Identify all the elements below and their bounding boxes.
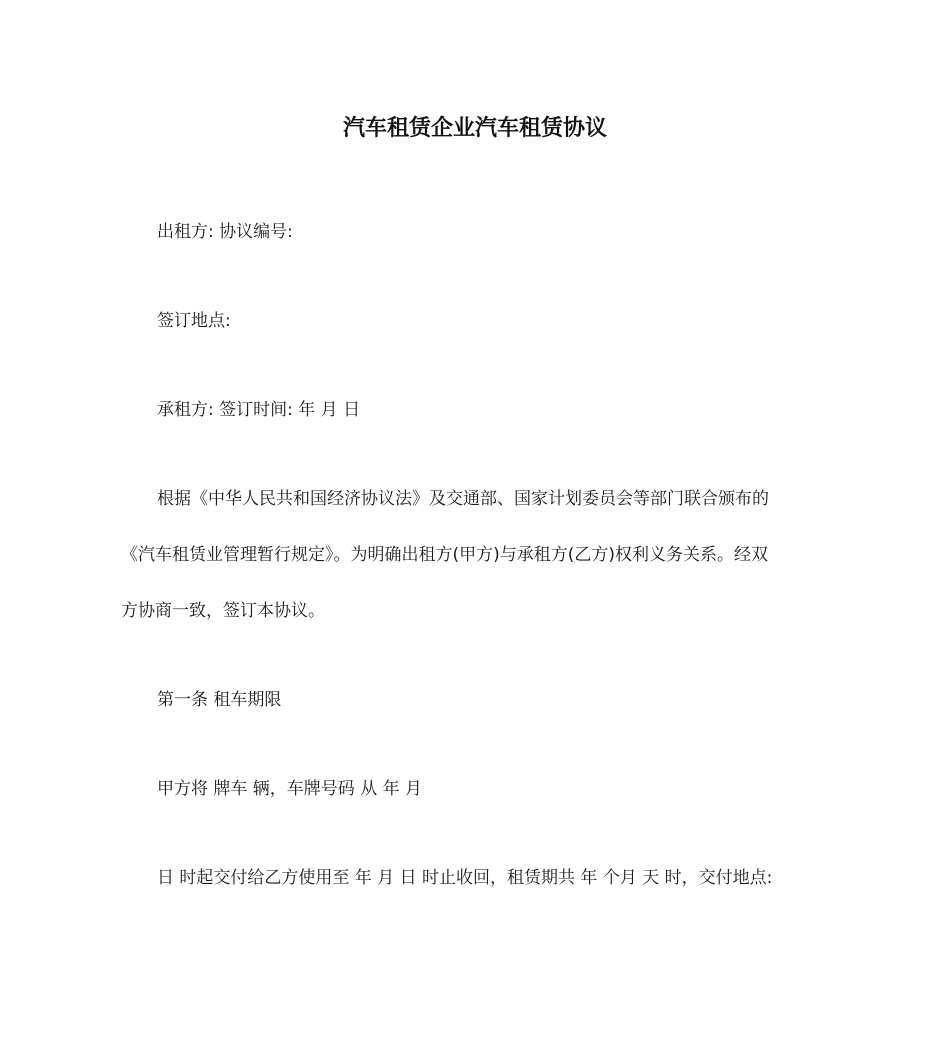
rental-period-line: 日 时起交付给乙方使用至 年 月 日 时止收回，租赁期共 年 个月 天 时，交付地点: xyxy=(157,868,773,888)
article-1-heading: 第一条 租车期限 xyxy=(157,690,282,710)
intro-line-3: 方协商一致，签订本协议。 xyxy=(121,601,325,621)
lessee-line: 承租方: 签订时间: 年 月 日 xyxy=(157,400,361,420)
intro-line-1: 根据《中华人民共和国经济协议法》及交通部、国家计划委员会等部门联合颁布的 xyxy=(157,489,769,509)
document-title: 汽车租赁企业汽车租赁协议 xyxy=(342,116,607,141)
intro-paragraph xyxy=(121,471,833,639)
vehicle-line: 甲方将 牌车 辆，车牌号码 从 年 月 xyxy=(157,779,423,799)
sign-place-line: 签订地点: xyxy=(157,311,231,331)
lessor-line: 出租方: 协议编号: xyxy=(157,222,293,242)
intro-line-2: 《汽车租赁业管理暂行规定》。为明确出租方(甲方)与承租方(乙方)权利义务关系。经双 xyxy=(121,545,769,565)
